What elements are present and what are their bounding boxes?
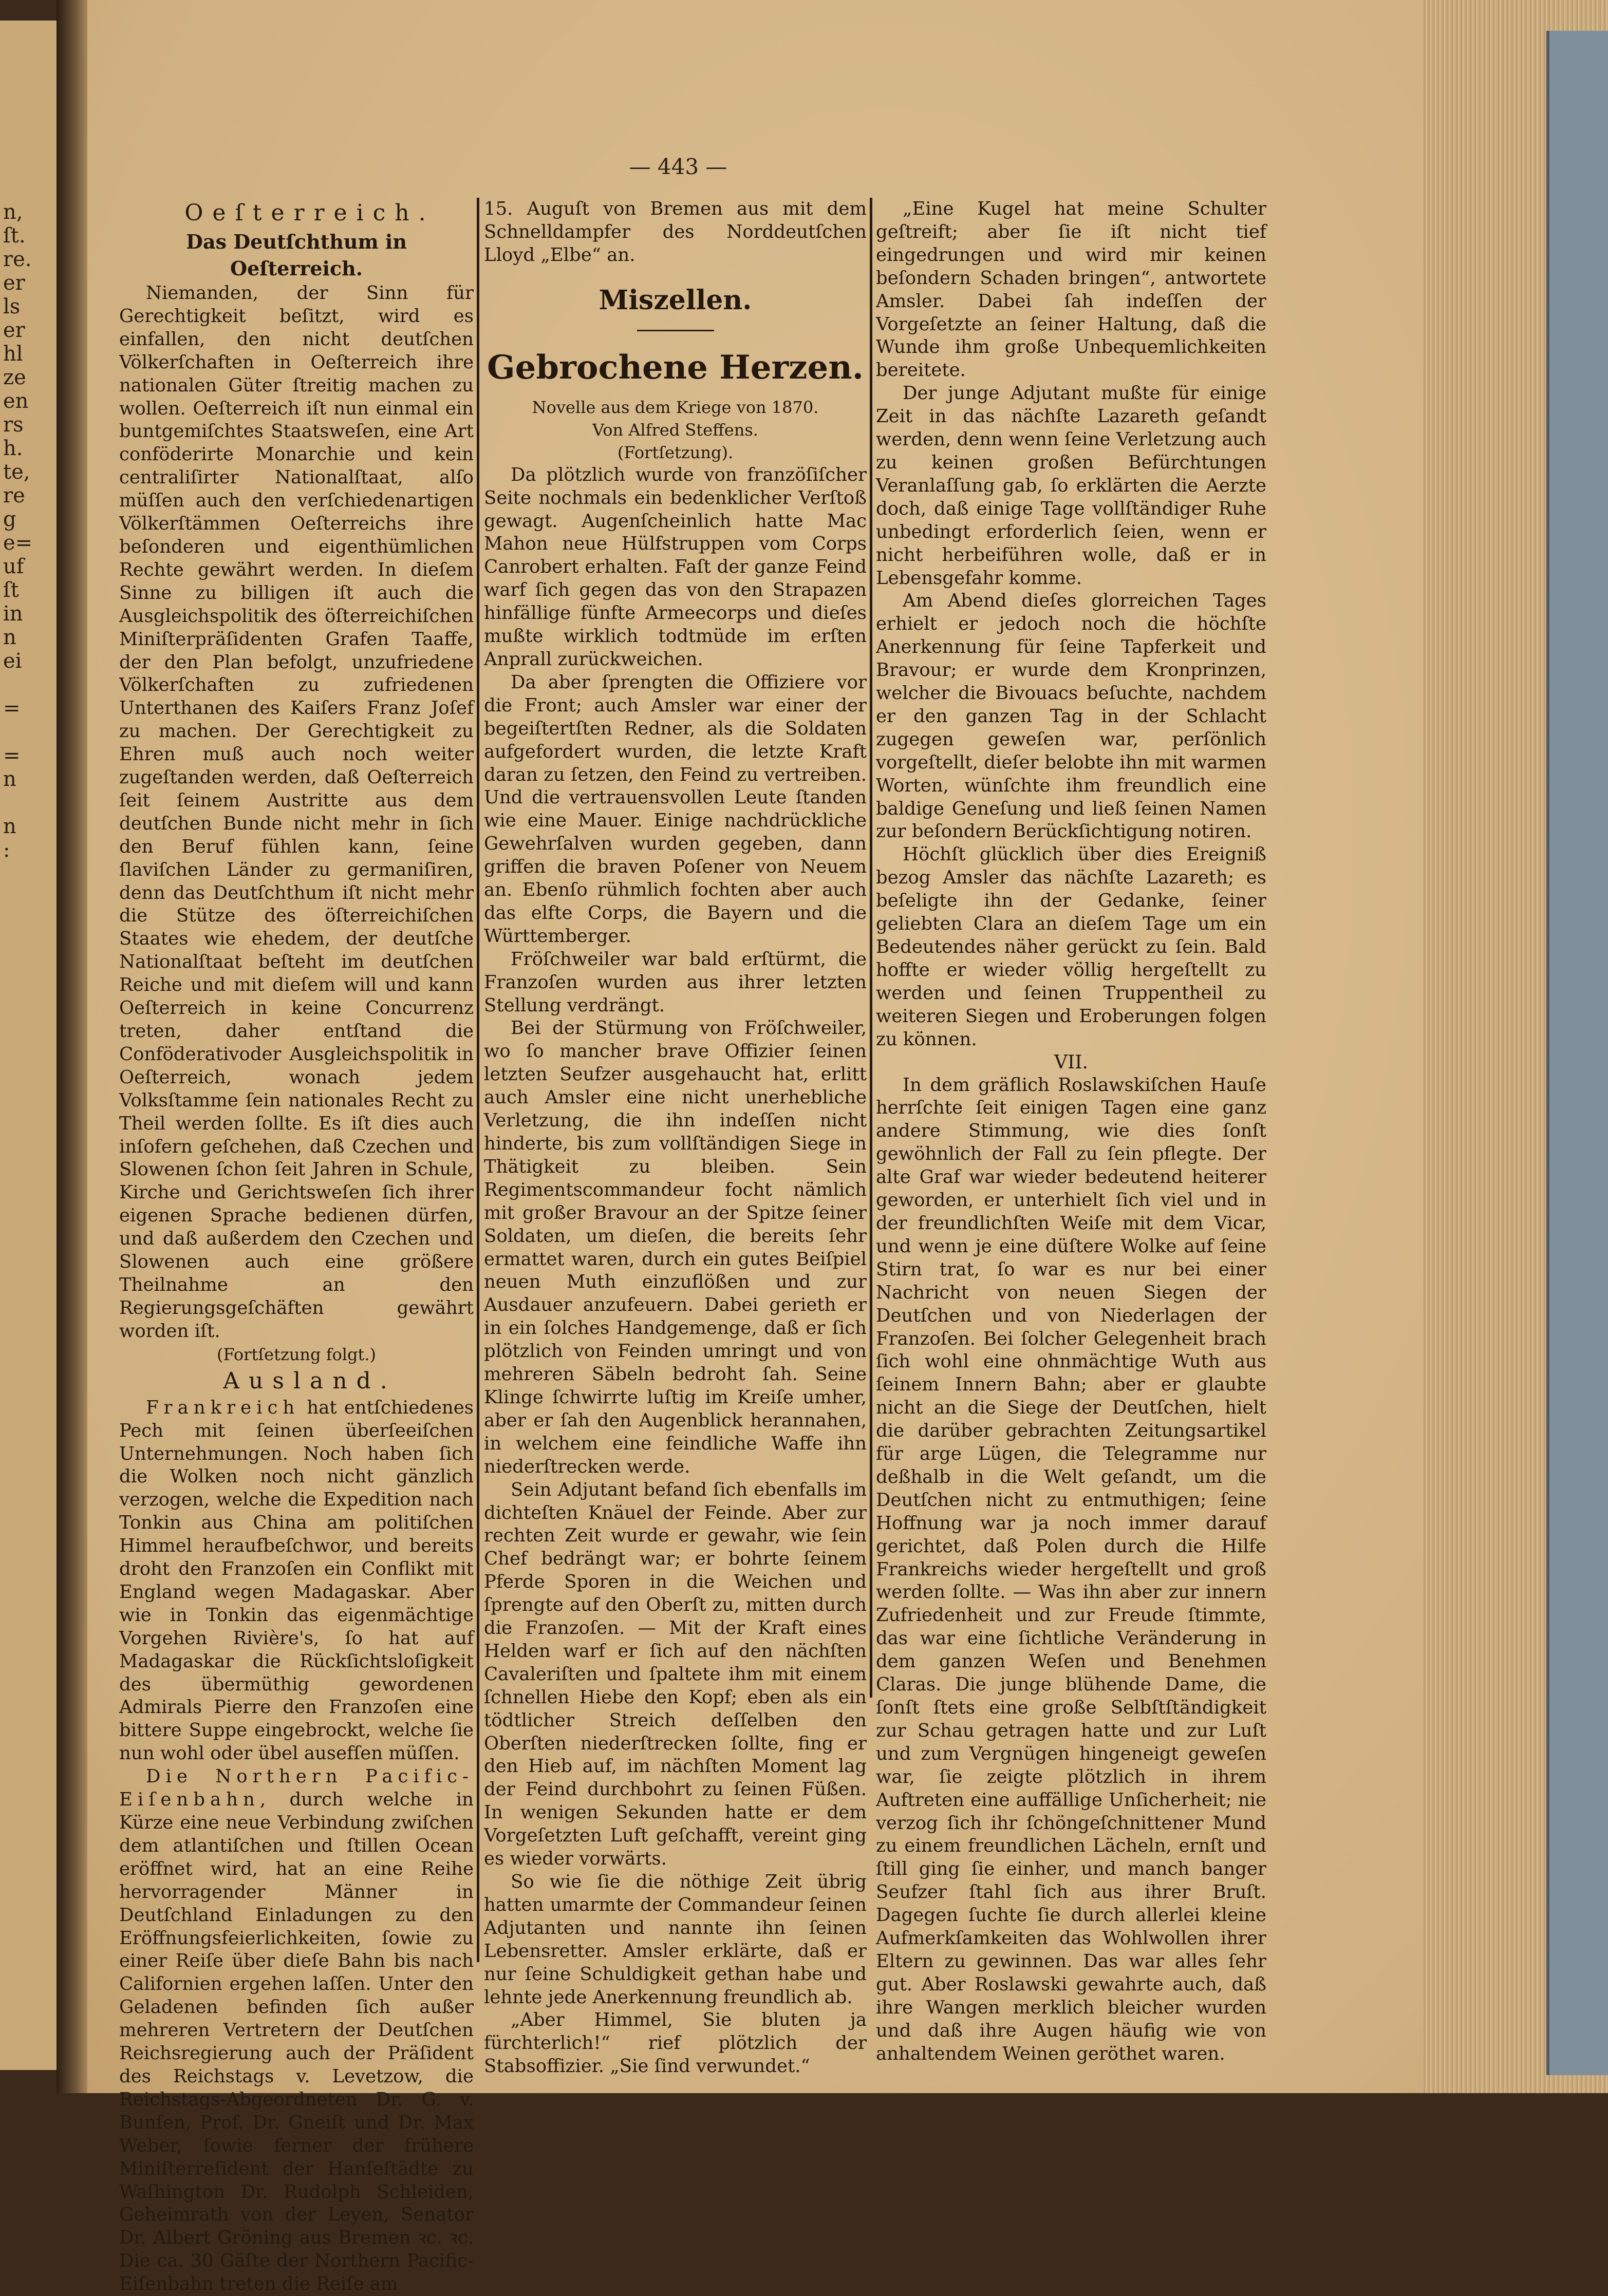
paragraph: Bei der Stürmung von Fröſchweiler, wo ſo mancher brave Offizier ſeinen letzten Seufzer ausgehaucht hat, erlitt auch Amsler eine nicht unerhebliche Verletzung, die ihn indeſſen nicht hinderte, bis zum vollſtändigen Siege in Thätigkeit zu bleiben. Sein Regimentscommandeur focht nämlich mit großer Bravour an der Spitze ſeiner Soldaten, um dieſen, die bereits ſehr ermattet waren, durch ein gutes Beiſpiel neuen Muth einzuflößen und zur Ausdauer anzufeuern. Dabei gerieth er in ein ſolches Handgemenge, daß er ſich plötzlich von Feinden umringt und von mehreren Säbeln bedroht ſah. Seine Klinge ſchwirrte luſtig im Kreiſe umher, aber er ſah den Augenblick herannahen, in welchem eine feindliche Waffe ihn niederſtrecken werde. [484,1018,867,1477]
previous-page-fragment: ei [3,649,22,673]
previous-page-fragment: in [3,602,23,626]
section-heading-oesterreich: Oeſterreich. [184,200,435,226]
continuation-note: (Fortſetzung). [617,442,734,462]
previous-page-fragment: ſt [3,578,19,602]
previous-page-fragment: ze [3,366,26,389]
chapter-number: VII. [1054,1051,1088,1073]
previous-page-fragment: e= [3,531,33,555]
article-title: Das Deutſchthum in Oeſterreich. [186,230,407,280]
paragraph: Am Abend dieſes glorreichen Tages erhielt er jedoch noch die höchſte Anerkennung für ſeine Tapferkeit und Bravour; er wurde dem Kronprinzen, welcher die Bivouacs beſuchte, nachdem er den ganzen Tag in der Schlacht zugegen geweſen war, perſönlich vorgeſtellt, dieſer belobte ihn mit warmen Worten, wünſchte ihm freundlich eine baldige Geneſung und ließ ſeinen Namen zur beſondern Berückſichtigung notiren. [876,590,1266,842]
novel-author: Von Alfred Steffens. [592,420,758,440]
paragraph: „Eine Kugel hat meine Schulter geſtreift; aber ſie iſt nicht tief eingedrungen und wird mir keinen beſondern Schaden bringen“, antwortete Amsler. Dabei ſah indeſſen der Vorgeſetzte an ſeiner Haltung, daß die Wunde ihm große Unbequemlichkeiten bereitete. [876,198,1266,381]
previous-page-fragment: re. [3,248,32,271]
column-2 [484,198,867,2078]
previous-page-fragment: g [3,507,16,531]
previous-page-fragment: ls [3,295,21,318]
previous-page-fragment [0,673,57,697]
paragraph-lead: Die Northern Pacific-Eiſenbahn [119,1766,474,1811]
column-1 [119,198,474,2296]
paragraph-text: , durch welche in Kürze eine neue Verbindung zwiſchen dem atlantiſchen und ſtillen Ocean eröffnet wird, hat an eine Reihe hervorragender Männer in Deutſchland Einladungen zu den Eröffnungsfeierlichkeiten, ſowie zu einer Reiſe über dieſe Bahn bis nach Californien ergehen laſſen. Unter den Geladenen befinden ſich außer mehreren Vertretern der Deutſchen Reichsregierung auch der Präſident des Reichstags v. Levetzow, die Reichstags-Abgeordneten Dr. G. v. Bunſen, Prof. Dr. Gneiſt und Dr. Max Weber, ſowie ferner der frühere Miniſterreſident der Hanſeſtädte zu Waſhington Dr. Rudolph Schleiden, Geheimrath von der Leyen, Senator Dr. Albert Gröning aus Bremen ꝛc. ꝛc. Die ca. 30 Gäſte der Northern Pacific-Eiſenbahn treten die Reiſe am [119,1789,474,2295]
novel-subtitle: Novelle aus dem Kriege von 1870. [532,397,819,417]
previous-page-fragment: ſt. [3,224,26,248]
previous-page-fragment: n [3,626,16,649]
novel-title: Gebrochene Herzen. [487,348,864,387]
previous-page-fragment: te, [3,460,30,484]
previous-page-fragment: = [3,697,21,720]
paragraph: Da plötzlich wurde von franzöſiſcher Seite nochmals ein bedenklicher Verſtoß gewagt. Augenſcheinlich hatte Mac Mahon neue Hülfstruppen vom Corps Canrobert erhalten. Faſt der ganze Feind warf ſich gegen das von den Strapazen hinfällige fünfte Armeecorps und dieſes mußte wirklich todtmüde im erſten Anprall zurückweichen. [484,464,867,670]
column-rule-2 [870,198,872,1698]
previous-page-fragment: n [3,815,16,838]
previous-page-fragments [0,200,57,862]
previous-page-edge [0,21,58,2070]
paragraph: Da aber ſprengten die Offiziere vor die Front; auch Amsler war einer der begeiſtertſten Redner, als die Soldaten aufgefordert wurden, die letzte Kraft daran zu ſetzen, den Feind zu vertreiben. Und die vertrauensvollen Leute ſtanden wie eine Mauer. Einige nachdrückliche Gewehrſalven wurden gegeben, dann griffen die braven Poſener von Neuem an. Ebenſo rühmlich fochten aber auch das elfte Corps, die Bayern und die Württemberger. [484,671,867,947]
column-3 [876,198,1266,2066]
paragraph: Der junge Adjutant mußte für einige Zeit in das nächſte Lazareth geſandt werden, denn wenn ſeine Verletzung auch zu keinen großen Befürchtungen Veranlaſſung gab, ſo erklärten die Aerzte doch, daß einige Tage vollſtändiger Ruhe unbedingt erforderlich ſeien, wenn er nicht herbeiführen wolle, daß er in Lebensgefahr komme. [876,383,1266,589]
section-heading-miszellen: Miszellen. [599,284,752,316]
column-rule-1 [477,198,479,1962]
book-gutter [57,0,87,2093]
previous-page-fragment: er [3,271,25,295]
previous-page-fragment: : [3,838,10,862]
paragraph: Niemanden, der Sinn für Gerechtigkeit beſitzt, wird es einfallen, den nicht deutſchen Völkerſchaften in Oeſterreich ihre nationalen Güter ſtreitig machen zu wollen. Oeſterreich iſt nun einmal ein buntgemiſchtes Staatsweſen, eine Art conföderirte Monarchie und kein centraliſirter Nationalſtaat, alſo müſſen auch den verſchiedenartigen Völkerſtämmen Oeſterreichs ihre beſonderen und eigenthümlichen Rechte gewährt werden. In dieſem Sinne zu billigen iſt auch die Ausgleichspolitik des öſterreichiſchen Miniſterpräſidenten Grafen Taaffe, der den Plan befolgt, unzufriedene Völkerſchaften zu zufriedenen Unterthanen des Kaiſers Franz Joſef zu machen. Der Gerechtigkeit zu Ehren muß auch noch weiter zugeſtanden werden, daß Oeſterreich ſeit ſeinem Austritte aus dem deutſchen Bunde nicht mehr in ſich den Beruf fühlen kann, ſeine ſlaviſchen Länder zu germaniſiren, denn das Deutſchthum iſt nicht mehr die Stütze des öſterreichiſchen Staates wie ehedem, der deutſche Nationalſtaat beſteht im deutſchen Reiche und mit dieſem will und kann Oeſterreich in keine Concurrenz treten, daher entſtand die Conföderativoder Ausgleichspolitik in Oeſterreich, wonach jedem Volksſtamme ſein nationales Recht zu Theil werden ſollte. Es iſt dies auch inſofern geſchehen, daß Czechen und Slowenen ſchon ſeit Jahren in Schule, Kirche und Gerichtsweſen ſich ihrer eigenen Sprache bedienen dürfen, und daß außerdem den Czechen und Slowenen auch eine größere Theilnahme an den Regierungsgeſchäften gewährt worden iſt. [119,283,474,1342]
previous-page-fragment: er [3,318,25,342]
paragraph: So wie ſie die nöthige Zeit übrig hatten umarmte der Commandeur ſeinen Adjutanten und nannte ihn ſeinen Lebensretter. Amsler erklärte, daß er nur ſeine Schuldigkeit gethan habe und lehnte jede Anerkennung freundlich ab. [484,1871,867,2008]
divider [637,330,714,331]
section-heading-ausland: Ausland. [223,1367,397,1394]
paragraph: Fröſchweiler war bald erſtürmt, die Franzoſen wurden aus ihrer letzten Stellung verdrängt. [484,948,867,1016]
paragraph [119,1397,474,1766]
previous-page-fragment: hl [3,342,23,366]
paragraph-lead: Frankreich [146,1397,300,1418]
paragraph: Höchſt glücklich über dies Ereigniß bezog Amsler das nächſte Lazareth; es beſeligte ihn der Gedanke, ſeiner geliebten Clara an dieſem Tage um ein Bedeutendes näher gerückt zu ſein. Bald hoffte er wieder völlig hergeſtellt zu werden und ſeinen Truppentheil zu weiteren Siegen und Eroberungen folgen zu können. [876,844,1266,1050]
previous-page-fragment: re [3,484,25,507]
previous-page-fragment: n [3,767,16,791]
paragraph: „Aber Himmel, Sie bluten ja fürchterlich!“ rief plötzlich der Stabsoffizier. „Sie ſind verwundet.“ [484,2009,867,2077]
page-number: — 443 — [629,154,727,179]
previous-page-fragment: h. [3,437,23,460]
paragraph: 15. Auguſt von Bremen aus mit dem Schnelldampfer des Norddeutſchen Lloyd „Elbe“ an. [484,198,867,266]
paragraph-text: hat entſchiedenes Pech mit ſeinen überſeeiſchen Unternehmungen. Noch haben ſich die Wolken noch nicht gänzlich verzogen, welche die Expedition nach Tonkin aus China am politiſchen Himmel heraufbeſchwor, und bereits droht den Franzoſen ein Conflikt mit England wegen Madagaskar. Aber wie in Tonkin das eigenmächtige Vorgehen Rivière's, ſo hat auf Madagaskar die Rückſichtsloſigkeit des übermüthig gewordenen Admirals Pierre den Franzoſen eine bittere Suppe eingebrockt, welche ſie nun wohl oder übel ausefſen müſſen. [119,1397,474,1764]
book-cover [1546,31,1608,2075]
paragraph: In dem gräflich Roslawskiſchen Hauſe herrſchte ſeit einigen Tagen eine ganz andere Stimmung, wie dies ſonſt gewöhnlich der Fall zu ſein pflegte. Der alte Graf war wieder bedeutend heiterer geworden, er unterhielt ſich viel und in der freundlichſten Weiſe mit dem Vicar, und wenn je eine düſtere Wolke auf ſeine Stirn trat, ſo war es nur bei einer Nachricht von neuen Siegen der Deutſchen und von Niederlagen der Franzoſen. Bei ſolcher Gelegenheit brach ſich wohl eine ohnmächtige Wuth aus ſeinem Innern Bahn; aber er glaubte nicht an die Siege der Deutſchen, hielt die darüber gebrachten Zeitungsartikel für arge Lügen, die Telegramme nur deßhalb in die Welt geſandt, um die Deutſchen nicht zu entmuthigen; ſeine Hoffnung war ja noch immer darauf gerichtet, daß Polen durch die Hilfe Frankreichs wieder hergeſtellt und groß werden ſollte. — Was ihn aber zur innern Zufriedenheit und zur Freude ſtimmte, das war eine ſichtliche Veränderung in dem ganzen Weſen und Benehmen Claras. Die junge blühende Dame, die ſonſt ſtets eine große Selbſtſtändigkeit zur Schau getragen hatte und zur Luſt und zum Vergnügen hingeneigt geweſen war, ſie zeigte plötzlich in ihrem Auftreten eine auffällige Unſicherheit; nie verzog ſich ihr ſchöngeſchnittener Mund zu einem freundlichen Lächeln, ernſt und ſtill ging ſie einher, und manch banger Seufzer ſtahl ſich aus ihrer Bruſt. Dagegen ſuchte ſie durch allerlei kleine Aufmerkſamkeiten das Wohlwollen ihrer Eltern zu gewinnen. Das war alles ſehr gut. Aber Roslawski gewahrte auch, daß ihre Wangen merklich bleicher wurden und daß ihre Augen häufig wie von anhaltendem Weinen geröthet waren. [876,1074,1266,2064]
previous-page-fragment: uf [3,555,24,578]
previous-page-fragment: = [3,744,21,767]
previous-page-fragment: n, [3,200,23,224]
previous-page-fragment [0,720,57,744]
paragraph [119,1765,474,2296]
previous-page-fragment: rs [3,413,24,437]
previous-page-fragment: en [3,389,29,413]
continued-note: (Fortſetzung folgt.) [216,1344,377,1364]
previous-page-fragment [0,791,57,815]
paragraph: Sein Adjutant befand ſich ebenfalls im dichteſten Knäuel der Feinde. Aber zur rechten Zeit wurde er gewahr, wie ſein Chef bedrängt war; er bohrte ſeinem Pferde Sporen in die Weichen und ſprengte auf den Oberſt zu, mitten durch die Franzoſen. — Mit der Kraft eines Helden warf er ſich auf den nächſten Cavaleriſten und ſpaltete ihm mit einem ſchnellen Hiebe den Kopf; eben als ein tödtlicher Streich deſſelben den Oberſten niederſtrecken ſollte, fing er den Hieb auf, im nächſten Moment lag der Feind durchbohrt zu ſeinen Füßen. In wenigen Sekunden hatte er dem Vorgeſetzten Luft geſchafft, vereint ging es wieder vorwärts. [484,1479,867,1870]
